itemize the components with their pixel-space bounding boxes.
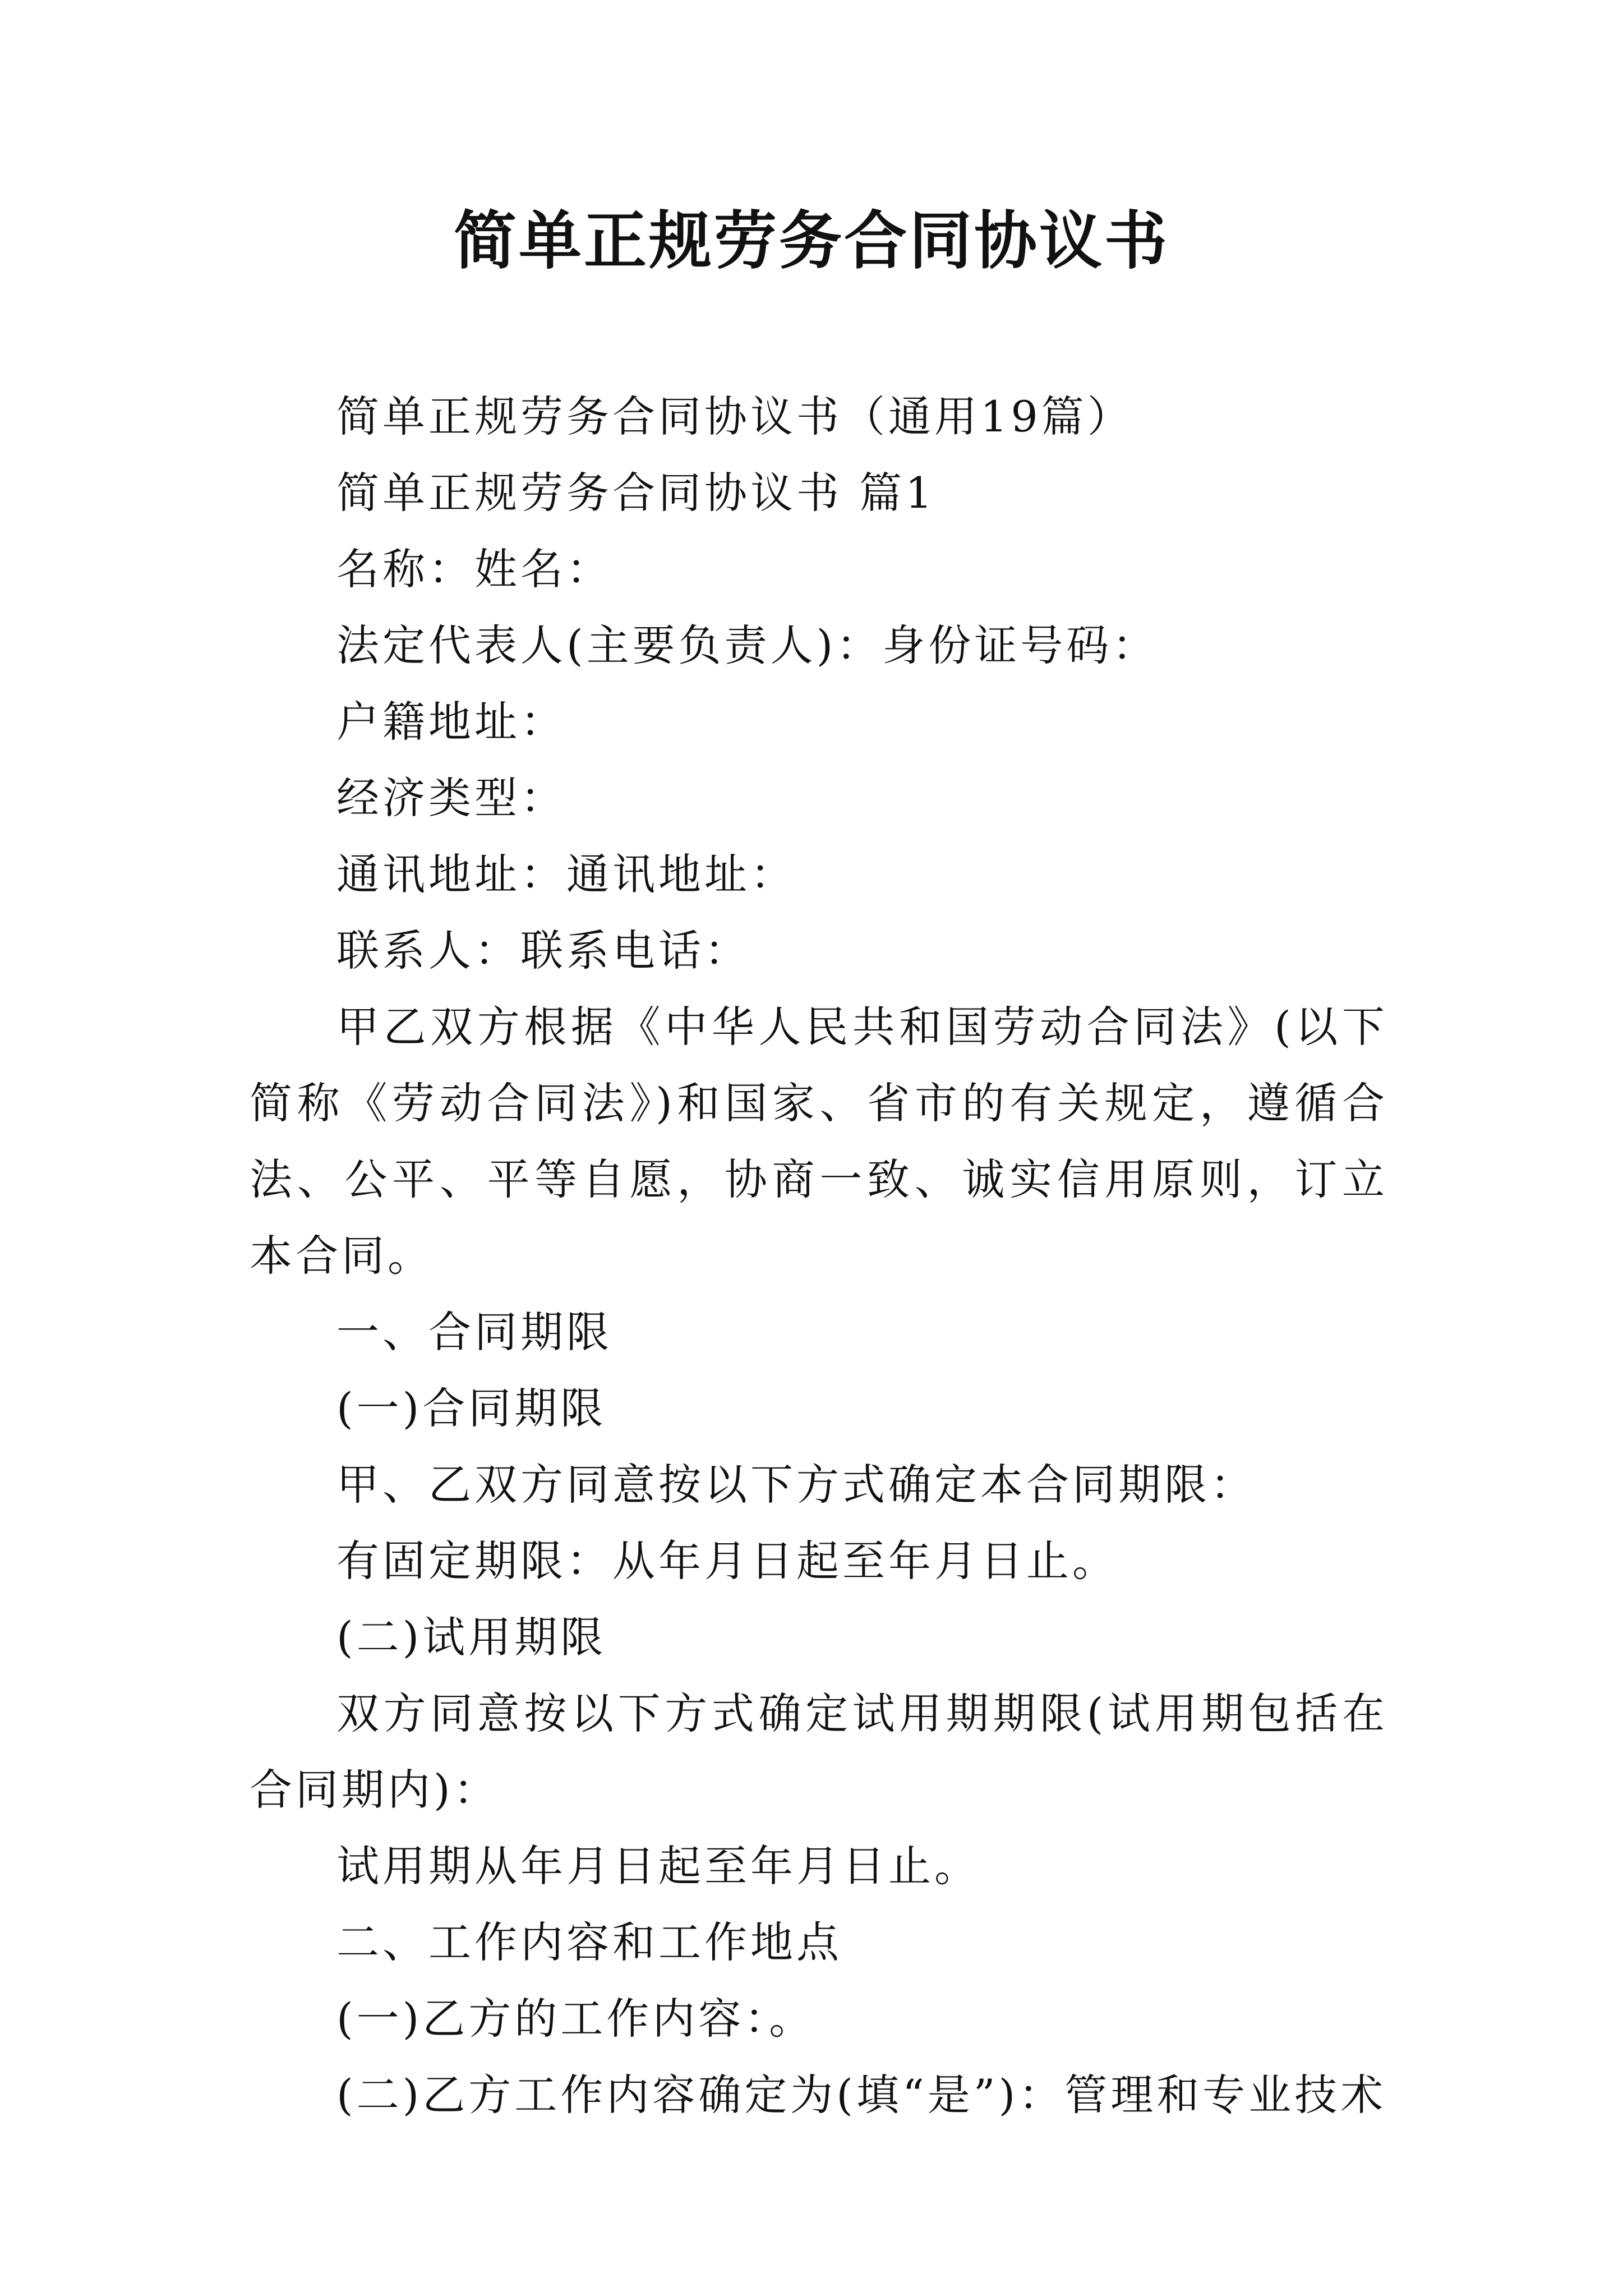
- paragraph-probation-period: 试用期从年月日起至年月日止。: [336, 1841, 980, 1891]
- field-legal-representative: 法定代表人(主要负责人)：身份证号码：: [336, 620, 1159, 670]
- field-mailing-address: 通讯地址：通讯地址：: [336, 849, 796, 899]
- paragraph-subtitle: 简单正规劳务合同协议书（通用19篇）: [336, 392, 1133, 441]
- field-contact: 联系人：联系电话：: [336, 926, 750, 976]
- subheading-contract-term: (一)合同期限: [336, 1383, 607, 1433]
- subheading-probation: (二)试用期限: [336, 1612, 607, 1662]
- paragraph-section-heading: 简单正规劳务合同协议书 篇1: [336, 468, 936, 518]
- paragraph-work-type: (二)乙方工作内容确定为(填“是”)：管理和专业技术: [336, 2070, 1387, 2120]
- paragraph-probation-agreement: 双方同意按以下方式确定试用期期限(试用期包括在合同期内)：: [250, 1688, 1388, 1815]
- paragraph-work-content: (一)乙方的工作内容：。: [336, 1994, 815, 2044]
- heading-work-content: 二、工作内容和工作地点: [336, 1917, 842, 1967]
- field-household-address: 户籍地址：: [336, 697, 566, 747]
- heading-contract-term: 一、合同期限: [336, 1307, 612, 1357]
- paragraph-preamble: 甲乙双方根据《中华人民共和国劳动合同法》(以下简称《劳动合同法》)和国家、省市的有关规定，遵循合法、公平、平等自愿，协商一致、诚实信用原则，订立本合同。: [250, 1002, 1388, 1281]
- field-economic-type: 经济类型：: [336, 773, 566, 823]
- paragraph-term-agreement: 甲、乙双方同意按以下方式确定本合同期限：: [336, 1460, 1256, 1510]
- document-body: [250, 379, 1388, 2133]
- paragraph-fixed-term: 有固定期限：从年月日起至年月日止。: [336, 1536, 1118, 1586]
- field-name: 名称：姓名：: [336, 544, 612, 594]
- document-title: 简单正规劳务合同协议书: [454, 204, 1169, 278]
